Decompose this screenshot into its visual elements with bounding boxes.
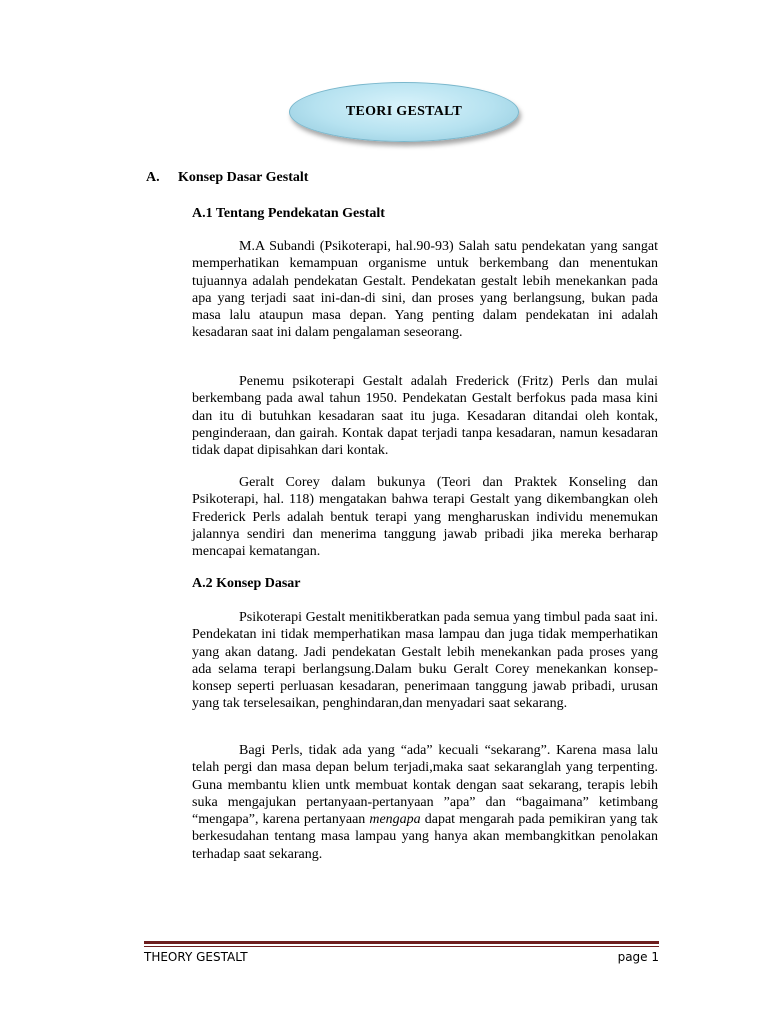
subsection-heading-a2: A.2 Konsep Dasar bbox=[192, 576, 301, 591]
paragraph-a2-2-part1: Bagi Perls, tidak ada yang “ada” kecuali “sekarang”. Karena masa lalu telah pergi dan masa depan belum terjadi,maka saat sekaranglah yang terpenting. Guna membantu klien untk membuat kontak dengan saat sekarang, terapis lebih suka mengajukan pertanyaan-pertanyaan ”apa” dan “bagaimana” ketimbang “mengapa”, karena pertanyaan bbox=[192, 743, 658, 828]
paragraph-a2-2 bbox=[192, 742, 658, 863]
title-ellipse bbox=[289, 82, 519, 142]
paragraph-a1-2: Penemu psikoterapi Gestalt adalah Frederick (Fritz) Perls dan mulai berkembang pada awal tahun 1950. Pendekatan Gestalt berfokus pada masa kini dan itu di butuhkan kesadaran saat itu juga. Kesadaran ditandai oleh kontak, penginderaan, dan gairah. Kontak dapat terjadi tanpa kesadaran, namun kesadaran tidak dapat dipisahkan dari kontak. bbox=[192, 374, 658, 459]
paragraph-a2-1: Psikoterapi Gestalt menitikberatkan pada semua yang timbul pada saat ini. Pendekatan ini tidak memperhatikan masa lampau dan juga tidak memperhatikan yang akan datang. Jadi pendekatan Gestalt lebih menekankan pada proses yang ada selama terapi berlangsung.Dalam buku Geralt Corey menekankan konsep-konsep seperti perluasan kesadaran, penerimaan tanggung jawab pribadi, urusan yang tak terselesaikan, penghindaran,dan menyadari saat sekarang. bbox=[192, 610, 658, 712]
paragraph-a1-3: Geralt Corey dalam bukunya (Teori dan Praktek Konseling dan Psikoterapi, hal. 118) mengatakan bahwa terapi Gestalt yang dikembangkan oleh Frederick Perls adalah bentuk terapi yang mengharuskan individu menemukan jalannya sendiri dan menerima tanggung jawab pribadi jika mereka berharap mencapai kematangan. bbox=[192, 475, 658, 560]
section-heading-a bbox=[146, 170, 308, 186]
paragraph-a2-2-italic: mengapa bbox=[369, 812, 421, 828]
paragraph-a2-2-part2: dapat mengarah pada pemikiran yang tak berkesudahan tentang masa lampau yang hanya akan membangkitkan penolakan terhadap saat sekarang. bbox=[192, 812, 659, 862]
footer-rule-thin bbox=[144, 946, 659, 947]
footer-title: THEORY GESTALT bbox=[144, 950, 248, 964]
footer-rule bbox=[144, 941, 659, 944]
page-title: TEORI GESTALT bbox=[345, 104, 463, 119]
section-number: A. bbox=[146, 170, 160, 185]
paragraph-a1-1: M.A Subandi (Psikoterapi, hal.90-93) Salah satu pendekatan yang sangat memperhatikan kemampuan organisme untuk berkembang dan menentukan tujuannya adalah pendekatan Gestalt. Pendekatan gestalt lebih menekankan pada apa yang terjadi saat ini-dan-di sini, dan proses yang berlangsung, bukan pada masa lalu ataupun masa depan. Yang penting dalam pendekatan ini adalah kesadaran saat ini dalam pengalaman seseorang. bbox=[192, 239, 658, 341]
section-title: Konsep Dasar Gestalt bbox=[178, 170, 309, 185]
subsection-heading-a1: A.1 Tentang Pendekatan Gestalt bbox=[192, 206, 385, 221]
page-number: page 1 bbox=[617, 950, 659, 964]
